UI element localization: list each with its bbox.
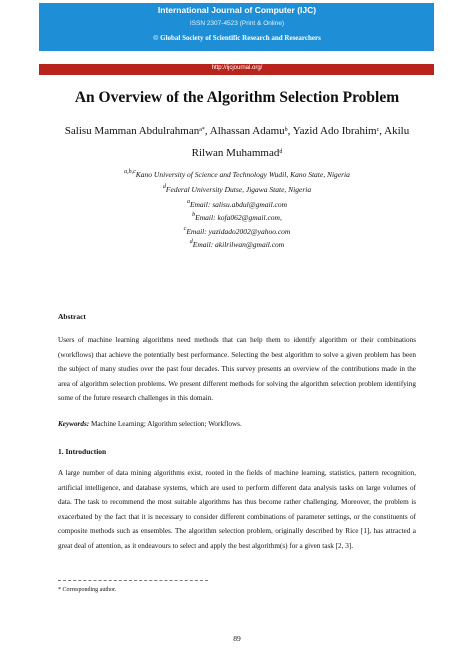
introduction-text: A large number of data mining algorithms exist, rooted in the fields of machine learning, statistics, pattern recognition, artificial intelligence, and database systems, which are used to perform different data analysis tasks on large volumes of data. The task to recommend the most suitable algorithms has thus become rather challenging. Moreover, the problem is exacerbated by the fact that it is necessary to consider different combinations of parameter settings, or the constituents of composite methods such as ensembles. The algorithm selection problem, originally described by Rice [1], has attracted a great deal of attention, as it endeavours to select and apply the best algorithm(s) for a given task [2, 3]. (58, 469, 416, 550)
author-separator: , (379, 125, 385, 137)
abstract-text: Users of machine learning algorithms need methods that can help them to identify algorithm or their combinations (workflows) that achieve the potentially best performance. Selecting the best algorithm to solve a given problem has been the subject of many studies over the past four decades. This survey presents an overview of the contributions made in the area of algorithm selection problems. We present different methods for solving the algorithm selection problem identifying some of the future research challenges in this domain. (58, 336, 416, 403)
affiliation-superscript: d (162, 184, 166, 190)
journal-name: International Journal of Computer (IJC) (157, 5, 317, 15)
affiliation-email (0, 200, 474, 209)
author-superscript: d (279, 149, 283, 155)
affiliation-superscript: d (189, 239, 193, 245)
affiliation-line (0, 170, 474, 179)
affiliation-text: Email: yazidado2002@yahoo.com (186, 227, 291, 236)
keywords-label: Keywords: (58, 420, 90, 428)
author-name: Akilu Rilwan Muhammad (191, 125, 410, 159)
author-name: Alhassan Adamu (209, 125, 285, 137)
footnote-corresponding-author: * Corresponding author. (58, 587, 117, 593)
keywords-line (58, 420, 416, 428)
affiliation-superscript: b (192, 212, 196, 218)
affiliation-superscript: a (186, 199, 190, 205)
journal-url-link[interactable]: http://ijcjournal.org/ (211, 65, 263, 71)
affiliation-text: Email: salisu.abdul@gmail.com (189, 200, 288, 209)
journal-society: © Global Society of Scientific Research and Researchers (153, 34, 321, 42)
author-list (58, 120, 416, 164)
keywords-text: Machine Learning; Algorithm selection; Workflows. (89, 420, 242, 428)
footnote-divider (58, 580, 208, 581)
affiliation-line (0, 185, 474, 194)
section-heading-introduction: 1. Introduction (58, 447, 107, 456)
author-superscript: b (284, 127, 288, 133)
affiliation-email (0, 227, 474, 236)
journal-issn: ISSN 2307-4523 (Print & Online) (189, 20, 285, 27)
affiliation-superscript: c (183, 226, 187, 232)
author-name: Salisu Mamman Abdulrahman (64, 125, 200, 137)
author-name: Yazid Ado Ibrahim (292, 125, 377, 137)
affiliation-text: Kano University of Science and Technology Wudil, Kano State, Nigeria (135, 170, 350, 179)
paper-title: An Overview of the Algorithm Selection Problem (74, 89, 400, 106)
affiliation-text: Email: kofa062@gmail.com, (195, 213, 282, 222)
journal-header (0, 0, 474, 62)
affiliation-email (0, 213, 474, 222)
abstract-heading: Abstract (58, 312, 86, 321)
affiliation-text: Email: akilrilwan@gmail.com (192, 240, 285, 249)
affiliation-text: Federal University Dutse, Jigawa State, Nigeria (165, 185, 312, 194)
author-separator: , (287, 125, 293, 137)
affiliation-superscript: a,b,c (124, 169, 136, 175)
page-number: 89 (233, 634, 241, 643)
author-superscript: c (376, 127, 380, 133)
author-superscript: a* (199, 127, 205, 133)
author-separator: , (204, 125, 210, 137)
affiliation-email (0, 240, 474, 249)
